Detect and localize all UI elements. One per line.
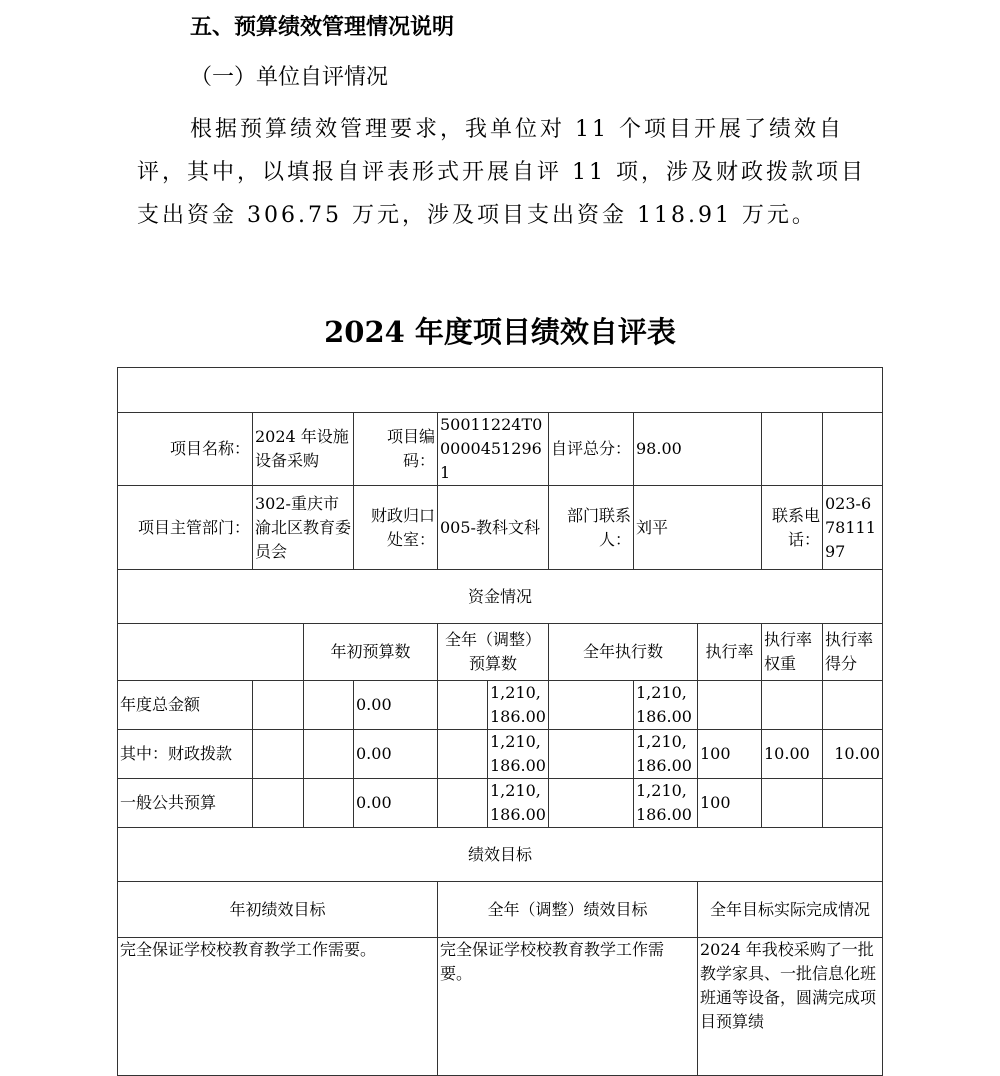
project-code: 50011224T000004512961 [438,413,549,486]
empty-cell [762,413,823,486]
actual-completion: 2024 年我校采购了一批教学家具、一批信息化班班通等设备，圆满完成项目预算绩 [698,938,883,1076]
blank-row [118,368,883,413]
col-header: 全年执行数 [549,624,698,681]
weight: 10.00 [762,730,823,779]
initial-goal: 完全保证学校校教育教学工作需要。 [118,938,438,1076]
row-label: 其中：财政拨款 [118,730,253,779]
adjusted-budget: 1,210,186.00 [488,730,549,779]
adjusted-budget: 1,210,186.00 [488,779,549,828]
initial-budget: 0.00 [354,779,438,828]
executed: 1,210,186.00 [634,730,698,779]
weight [762,779,823,828]
score [823,681,883,730]
adjusted-budget: 1,210,186.00 [488,681,549,730]
score [823,779,883,828]
project-name: 2024 年设施设备采购 [253,413,354,486]
col-header: 执行率得分 [823,624,883,681]
col-header: 全年（调整）预算数 [438,624,549,681]
goal-header: 全年（调整）绩效目标 [438,882,698,938]
contact-person: 刘平 [634,486,762,570]
name-label: 项目名称： [118,413,253,486]
col-header: 执行率权重 [762,624,823,681]
phone-label: 联系电话： [762,486,823,570]
goal-header: 全年目标实际完成情况 [698,882,883,938]
goals-section-header: 绩效目标 [118,828,883,882]
table-row [118,779,883,828]
row-label: 年度总金额 [118,681,253,730]
table-title: 2024 年度项目绩效自评表 [324,315,676,349]
row-label: 一般公共预算 [118,779,253,828]
goal-header: 年初绩效目标 [118,882,438,938]
rate: 100 [698,779,762,828]
empty-cell [118,624,304,681]
score: 10.00 [823,730,883,779]
summary-paragraph: 根据预算绩效管理要求，我单位对 11 个项目开展了绩效自评，其中，以填报自评表形式开展自评 11 项，涉及财政拨款项目支出资金 306.75 万元，涉及项目支出资金 118.91 万元。 [137,117,866,228]
finance-office: 005-教科文科 [438,486,549,570]
empty-cell [823,413,883,486]
rate [698,681,762,730]
section-heading: 五、预算绩效管理情况说明 [190,15,455,40]
subsection-heading: （一）单位自评情况 [190,65,389,90]
initial-budget: 0.00 [354,681,438,730]
department: 302-重庆市渝北区教育委员会 [253,486,354,570]
table-row [118,730,883,779]
initial-budget: 0.00 [354,730,438,779]
col-header: 年初预算数 [304,624,438,681]
rate: 100 [698,730,762,779]
contact-label: 部门联系人： [549,486,634,570]
executed: 1,210,186.00 [634,779,698,828]
dept-label: 项目主管部门： [118,486,253,570]
weight [762,681,823,730]
self-evaluation-table [117,367,883,1076]
executed: 1,210,186.00 [634,681,698,730]
col-header: 执行率 [698,624,762,681]
table-row [118,681,883,730]
funds-section-header: 资金情况 [118,570,883,624]
office-label: 财政归口处室： [354,486,438,570]
phone: 023-67811197 [823,486,883,570]
code-label: 项目编码： [354,413,438,486]
adjusted-goal: 完全保证学校校教育教学工作需要。 [438,938,698,1076]
score-label: 自评总分： [549,413,634,486]
total-score: 98.00 [634,413,762,486]
